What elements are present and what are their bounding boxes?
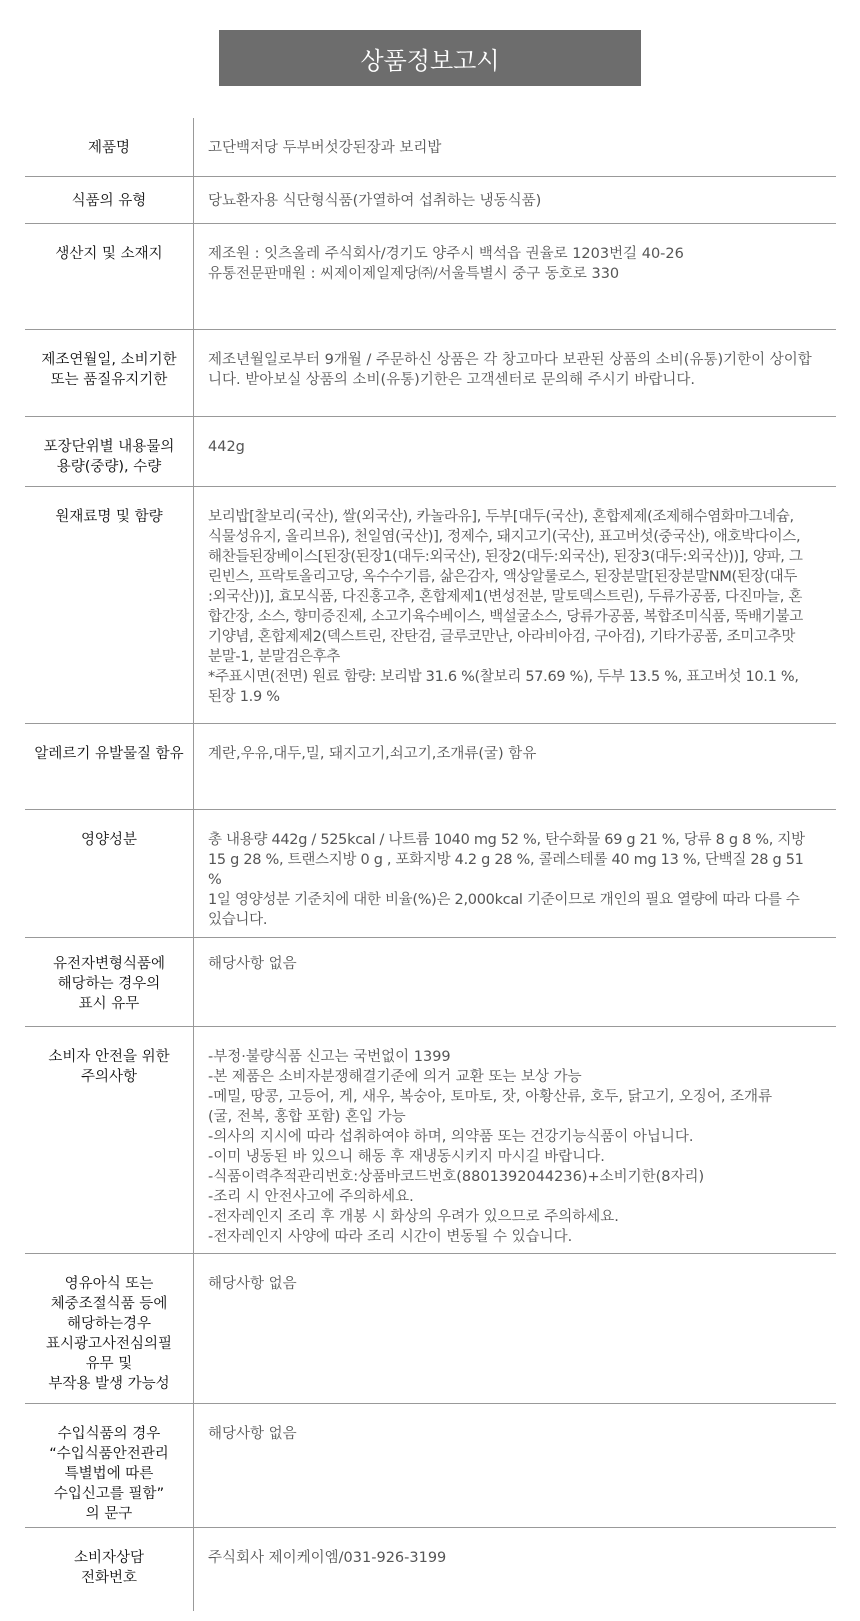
table-row bbox=[25, 330, 836, 417]
row-label-capacity: 포장단위별 내용물의 용량(중량), 수량 bbox=[25, 417, 194, 486]
row-label-origin: 생산지 및 소재지 bbox=[25, 224, 194, 329]
row-value-precautions: -부정·불량식품 신고는 국번없이 1399 -본 제품은 소비자분쟁해결기준에 의거 교환 또는 보상 가능 -메밀, 땅콩, 고등어, 게, 새우, 복숭아, 토마토, 잣, 아황산류, 호두, 닭고기, 오징어, 조개류 (굴, 전복, 홍합 포함) 혼입 가능 -의사의 지시에 따라 섭취하여야 하며, 의약품 또는 건강기능식품이 아닙니다. -이미 냉동된 바 있으니 해동 후 재냉동시키지 마시길 바랍니다. -식품이력추적관리번호:상품바코드번호(8801392044236)+소비기한(8자리) -조리 시 안전사고에 주의하세요. -전자레인지 조리 후 개봉 시 화상의 우려가 있으므로 주의하세요. -전자레인지 사양에 따라 조리 시간이 변동될 수 있습니다. bbox=[208, 1049, 773, 1245]
row-value-product-name: 고단백저당 두부버섯강된장과 보리밥 bbox=[208, 140, 442, 156]
row-label-contact: 소비자상담 전화번호 bbox=[25, 1528, 194, 1611]
table-row bbox=[25, 1528, 836, 1611]
row-label-ingredients: 원재료명 및 함량 bbox=[25, 487, 194, 723]
row-value-allergens: 계란,우유,대두,밀, 돼지고기,쇠고기,조개류(굴) 함유 bbox=[208, 746, 537, 762]
table-row bbox=[25, 810, 836, 938]
row-value-contact: 주식회사 제이케이엠/031-926-3199 bbox=[208, 1550, 447, 1566]
row-value-origin: 제조원 : 잇츠올레 주식회사/경기도 양주시 백석읍 권율로 1203번길 40-26 유통전문판매원 : 씨제이제일제당㈜/서울특별시 중구 동호로 330 bbox=[208, 246, 684, 282]
row-value-imported: 해당사항 없음 bbox=[208, 1426, 297, 1442]
table-row bbox=[25, 118, 836, 177]
row-value-nutrition: 총 내용량 442g / 525kcal / 나트륨 1040 mg 52 %, 탄수화물 69 g 21 %, 당류 8 g 8 %, 지방 15 g 28 %, 트랜스지방 0 g , 포화지방 4.2 g 28 %, 콜레스테롤 40 mg 13 %, 단백질 28 g 51 % 1일 영양성분 기준치에 대한 비율(%)은 2,000kcal 기준이므로 개인의 필요 열량에 따라 다를 수 있습니다. bbox=[208, 832, 805, 928]
table-row bbox=[25, 938, 836, 1027]
row-label-nutrition: 영양성분 bbox=[25, 810, 194, 937]
row-label-food-type: 식품의 유형 bbox=[25, 177, 194, 223]
table-row bbox=[25, 1254, 836, 1404]
table-row bbox=[25, 177, 836, 224]
row-label-precautions: 소비자 안전을 위한 주의사항 bbox=[25, 1027, 194, 1253]
row-value-food-type: 당뇨환자용 식단형식품(가열하여 섭취하는 냉동식품) bbox=[208, 193, 542, 209]
product-info-table bbox=[25, 118, 836, 1611]
row-value-ingredients: 보리밥[찰보리(국산), 쌀(외국산), 카놀라유], 두부[대두(국산), 혼합제제(조제해수염화마그네슘, 식물성유지, 올리브유), 천일염(국산)], 정제수, 돼지고기(국산), 표고버섯(중국산), 애호박다이스, 해찬들된장베이스[된장(된장1(대두:외국산), 된장2(대두:외국산), 된장3(대두:외국산))], 양파, 그 린빈스, 프락토올리고당, 옥수수기름, 삶은감자, 액상알룰로스, 된장분말[된장분말NM(된장(대두 :외국산))], 효모식품, 다진홍고추, 혼합제제1(변성전분, 말토덱스트린), 두류가공품, 다진마늘, 혼 합간장, 소스, 향미증진제, 소고기육수베이스, 백설굴소스, 당류가공품, 복합조미식품, 뚝배기불고 기양념, 혼합제제2(덱스트린, 잔탄검, 글루코만난, 아라비아검, 구아검), 기타가공품, 조미고추맛 분말-1, 분말검은후추 *주표시면(전면) 원료 함량: 보리밥 31.6 %(찰보리 57.69 %), 두부 13.5 %, 표고버섯 10.1 %, 된장 1.9 % bbox=[208, 509, 803, 705]
row-label-imported: 수입식품의 경우 “수입식품안전관리 특별법에 따른 수입신고를 필함” 의 문구 bbox=[25, 1404, 194, 1527]
table-row bbox=[25, 417, 836, 487]
row-label-expiry: 제조연월일, 소비기한 또는 품질유지기한 bbox=[25, 330, 194, 416]
table-row bbox=[25, 1404, 836, 1528]
table-row bbox=[25, 487, 836, 724]
table-row bbox=[25, 724, 836, 810]
table-row bbox=[25, 1027, 836, 1254]
row-value-infant-diet: 해당사항 없음 bbox=[208, 1276, 297, 1292]
table-row bbox=[25, 224, 836, 330]
row-label-infant-diet: 영유아식 또는 체중조절식품 등에 해당하는경우 표시광고사전심의필 유무 및 부작용 발생 가능성 bbox=[25, 1254, 194, 1403]
row-value-gmo: 해당사항 없음 bbox=[208, 956, 297, 972]
row-value-capacity: 442g bbox=[208, 439, 245, 455]
page-title: 상품정보고시 bbox=[219, 30, 641, 86]
row-label-gmo: 유전자변형식품에 해당하는 경우의 표시 유무 bbox=[25, 938, 194, 1026]
row-label-product-name: 제품명 bbox=[25, 118, 194, 176]
row-label-allergens: 알레르기 유발물질 함유 bbox=[25, 724, 194, 809]
row-value-expiry: 제조년월일로부터 9개월 / 주문하신 상품은 각 창고마다 보관된 상품의 소비(유통)기한이 상이합 니다. 받아보실 상품의 소비(유통)기한은 고객센터로 문의해 주시기 바랍니다. bbox=[208, 352, 812, 388]
